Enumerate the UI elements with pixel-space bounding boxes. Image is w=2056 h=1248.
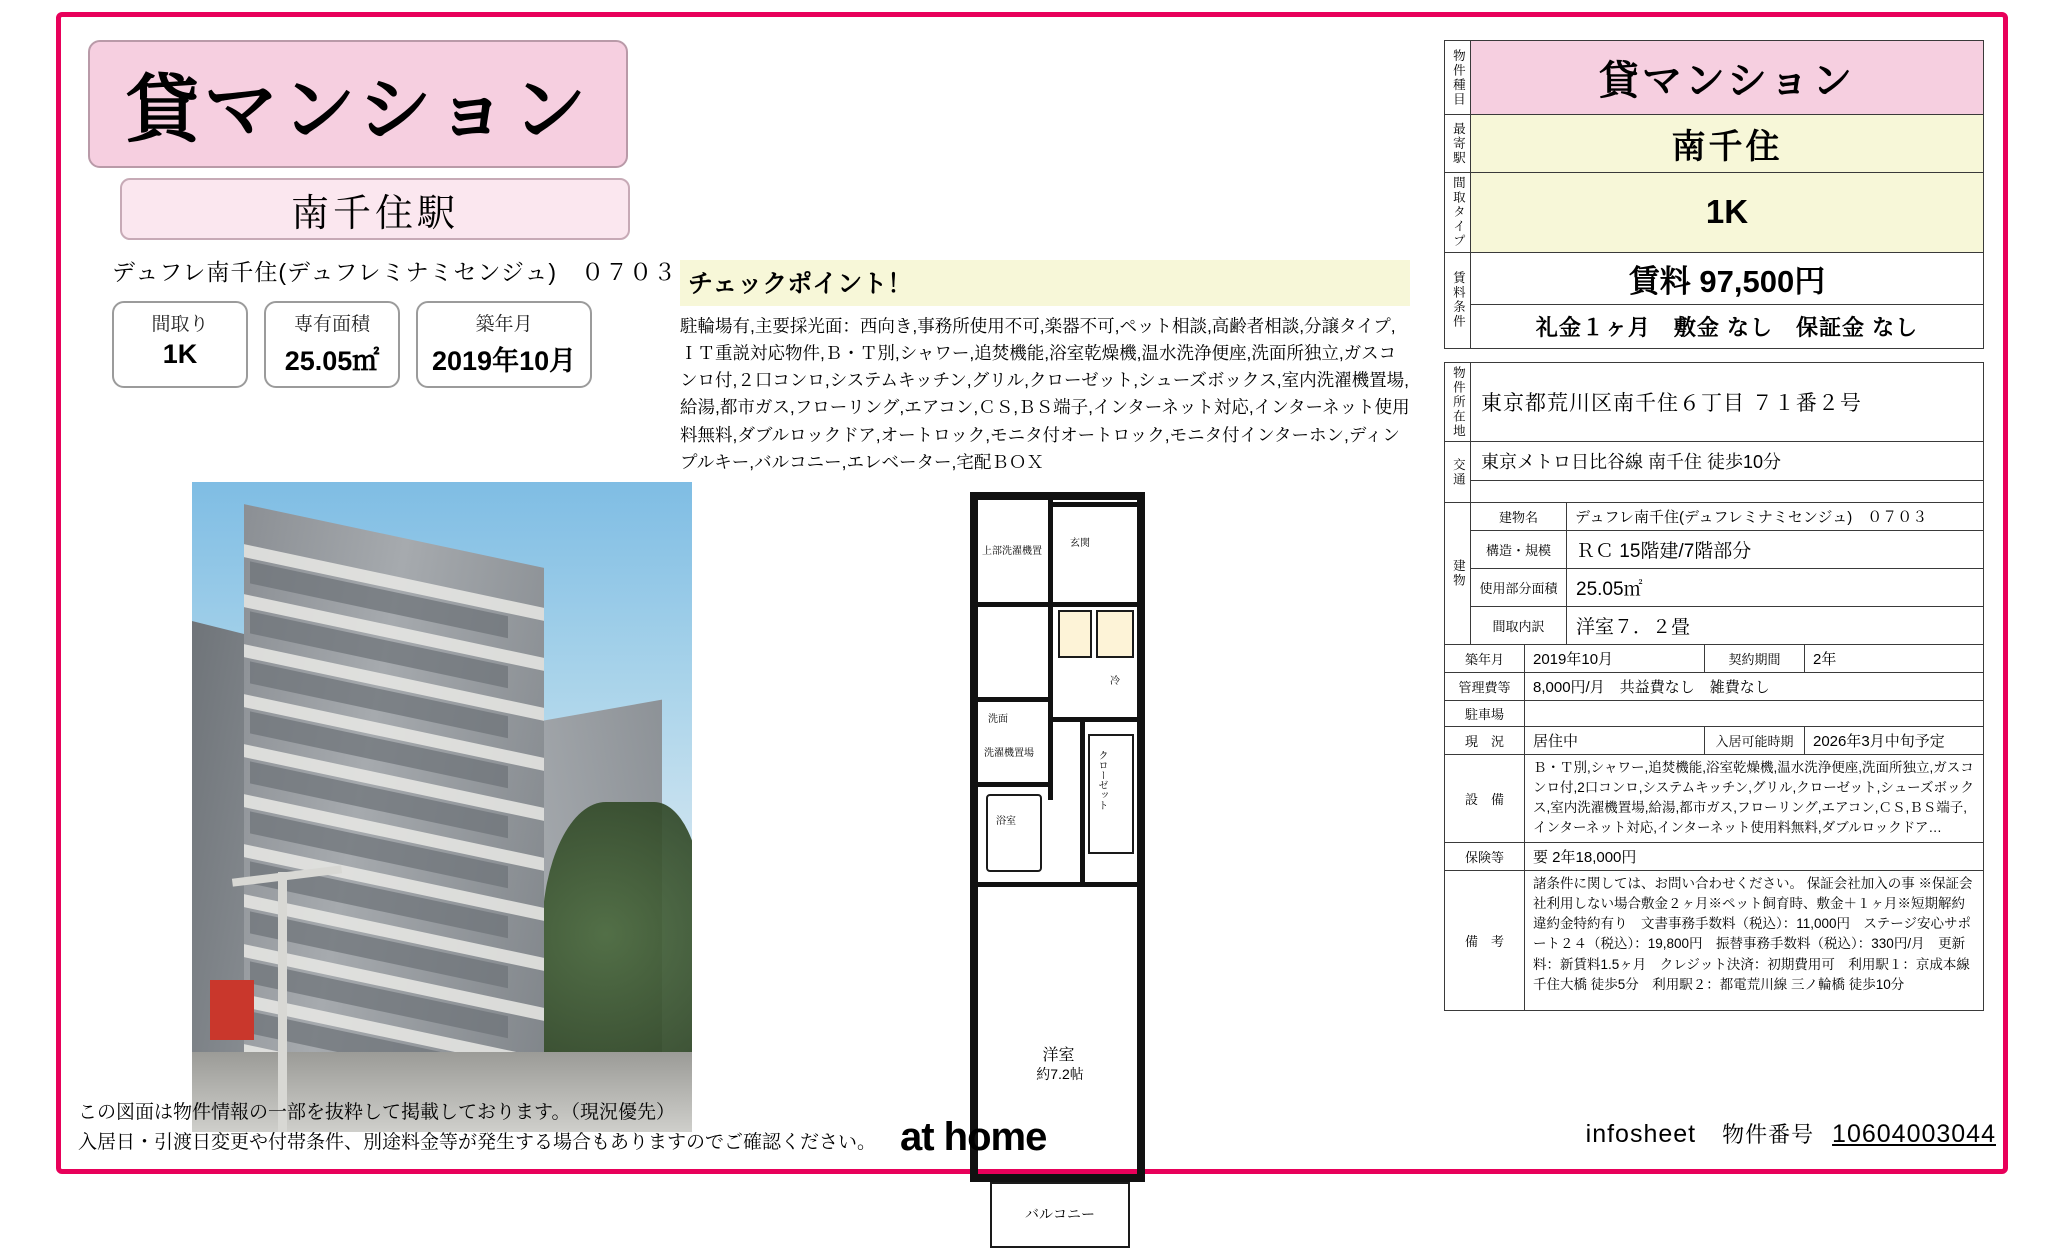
details-table-2 xyxy=(1444,644,1984,1011)
street-sign xyxy=(210,980,254,1040)
row-label-property-type: 物件種目 xyxy=(1445,41,1471,115)
spec-value: 2019年10月 xyxy=(432,346,577,376)
property-no-value: 10604003044 xyxy=(1832,1120,1996,1148)
station-badge xyxy=(120,178,630,240)
summary-layout-type: 1K xyxy=(1471,173,1984,253)
table-row xyxy=(1445,41,1984,115)
building-layout-value: 洋室７．２畳 xyxy=(1567,607,1984,645)
spec-label: 間取り xyxy=(151,314,209,335)
spec-value: 25.05㎡ xyxy=(284,346,380,376)
spec-box-built xyxy=(416,301,592,388)
detail-contract-period: 2年 xyxy=(1805,644,1984,672)
table-row xyxy=(1445,700,1984,726)
summary-conditions: 礼金１ヶ月 敷金 なし 保証金 なし xyxy=(1471,304,1984,348)
detail-parking xyxy=(1525,700,1984,726)
detail-year-built: 2019年10月 xyxy=(1525,644,1705,672)
summary-rent: 賃料 97,500円 xyxy=(1471,252,1984,304)
detail-management-fee: 8,000円/月 共益費なし 雑費なし xyxy=(1525,672,1984,700)
floorplan-room-size: 約7.2帖 xyxy=(1036,1066,1084,1082)
checkpoint-section xyxy=(680,260,1410,476)
row-label-building: 建物 xyxy=(1445,503,1471,645)
property-photo xyxy=(192,482,692,1132)
table-row xyxy=(1445,362,1984,442)
building-field-label: 間取内訳 xyxy=(1471,607,1567,645)
spec-box-area xyxy=(264,301,400,388)
building-field-label: 構造・規模 xyxy=(1471,531,1567,569)
utility-pole xyxy=(278,872,287,1132)
row-label-year-built: 築年月 xyxy=(1445,644,1525,672)
summary-property-type: 貸マンション xyxy=(1471,41,1984,115)
detail-equipment: Ｂ・Ｔ別,シャワー,追焚機能,浴室乾燥機,温水洗浄便座,洗面所独立,ガスコンロ付,2口コンロ,システムキッチン,グリル,クローゼット,シューズボックス,室内洗濯機置場,給湯,都市ガス,フローリング,エアコン,ＣＳ,ＢＳ端子,インターネット対応,インターネット使用料無料,ダブルロックドア… xyxy=(1525,754,1984,842)
table-row xyxy=(1445,442,1984,481)
table-row xyxy=(1445,252,1984,304)
summary-station: 南千住 xyxy=(1471,115,1984,173)
checkpoint-title: チェックポイント！ xyxy=(680,260,1410,306)
summary-table xyxy=(1444,40,1984,349)
right-column xyxy=(1444,40,1984,1011)
detail-insurance: 要 2年18,000円 xyxy=(1525,842,1984,870)
athome-logo-text: at home xyxy=(900,1115,1047,1159)
building-field-label: 建物名 xyxy=(1471,503,1567,531)
building-name-value: デュフレ南千住(デュフレミナミセンジュ) ０７０３ xyxy=(1567,503,1984,531)
checkpoint-body: 駐輪場有,主要採光面：西向き,事務所使用不可,楽器不可,ペット相談,高齢者相談,分譲タイプ,ＩＴ重説対応物件,Ｂ・Ｔ別,シャワー,追焚機能,浴室乾燥機,温水洗浄便座,洗面所独立,ガスコンロ付,２口コンロ,システムキッチン,グリル,クローゼット,シューズボックス,室内洗濯機置場,給湯,都市ガス,フローリング,エアコン,ＣＳ,ＢＳ端子,インターネット対応,インターネット使用料無料,ダブルロックドア,オートロック,モニタ付オートロック,モニタ付インターホン,ディンプルキー,バルコニー,エレベーター,宅配ＢＯＸ xyxy=(680,316,1410,472)
detail-access: 東京メトロ日比谷線 南千住 徒歩10分 xyxy=(1471,442,1984,481)
detail-status: 居住中 xyxy=(1525,726,1705,754)
footer-note-line1: この図面は物件情報の一部を抜粋して掲載しております。（現況優先） xyxy=(78,1102,675,1123)
table-row xyxy=(1445,569,1984,607)
floorplan-label-fridge: 冷 xyxy=(1110,676,1120,687)
station-name: 南千住駅 xyxy=(290,192,459,235)
row-label-parking: 駐車場 xyxy=(1445,700,1525,726)
table-row xyxy=(1445,726,1984,754)
property-type-badge xyxy=(88,40,628,168)
table-row xyxy=(1445,173,1984,253)
floorplan-room-label: 洋室 xyxy=(1042,1047,1075,1064)
floorplan-label-washer-space: 洗濯機置場 xyxy=(984,748,1034,759)
table-row xyxy=(1445,842,1984,870)
floorplan-label-washer-upper: 上部洗濯機置 xyxy=(982,546,1042,557)
table-row xyxy=(1445,531,1984,569)
table-row xyxy=(1445,672,1984,700)
building-area-value: 25.05㎡ xyxy=(1567,569,1984,607)
building-field-label: 使用部分面積 xyxy=(1471,569,1567,607)
building-main xyxy=(244,504,544,1132)
row-label-status: 現 況 xyxy=(1445,726,1525,754)
row-label-layout-type: 間取タイプ xyxy=(1445,173,1471,253)
property-no-label: 物件番号 xyxy=(1722,1122,1815,1147)
table-row xyxy=(1445,644,1984,672)
table-row xyxy=(1445,503,1984,531)
row-label-address: 物件所在地 xyxy=(1445,362,1471,442)
property-type-title: 貸マンション xyxy=(125,68,591,151)
row-label-access: 交通 xyxy=(1445,442,1471,503)
spec-box-layout xyxy=(112,301,248,388)
detail-movein: 2026年3月中旬予定 xyxy=(1805,726,1984,754)
floorplan-label-bath: 浴室 xyxy=(996,816,1016,827)
floorplan-label-entrance: 玄関 xyxy=(1070,538,1090,549)
spec-label: 築年月 xyxy=(475,314,533,335)
table-row xyxy=(1445,304,1984,348)
row-label-station: 最寄駅 xyxy=(1445,115,1471,173)
row-label-movein: 入居可能時期 xyxy=(1705,726,1805,754)
table-row xyxy=(1445,481,1984,503)
table-row xyxy=(1445,115,1984,173)
building-name: デュフレ南千住(デュフレミナミセンジュ) ０７０３ xyxy=(112,259,678,285)
spec-value: 1K xyxy=(162,339,198,369)
row-label-management-fee: 管理費等 xyxy=(1445,672,1525,700)
athome-logo xyxy=(900,1115,1046,1160)
infosheet-label: infosheet xyxy=(1585,1120,1697,1148)
row-label-remarks: 備 考 xyxy=(1445,870,1525,1010)
footer-note-line2: 入居日・引渡日変更や付帯条件、別途料金等が発生する場合もありますのでご確認ください。 xyxy=(78,1132,877,1154)
table-row xyxy=(1445,754,1984,842)
floorplan-balcony-label: バルコニー xyxy=(1025,1206,1095,1222)
detail-access-blank xyxy=(1471,481,1984,503)
detail-address: 東京都荒川区南千住６丁目 ７１番２号 xyxy=(1471,362,1984,442)
row-label-equipment: 設 備 xyxy=(1445,754,1525,842)
table-row xyxy=(1445,870,1984,1010)
row-label-insurance: 保険等 xyxy=(1445,842,1525,870)
infosheet-block xyxy=(1586,1118,1996,1149)
row-label-rent-conditions: 賃料条件 xyxy=(1445,252,1471,348)
row-label-contract-period: 契約期間 xyxy=(1705,644,1805,672)
spec-label: 専有面積 xyxy=(293,314,370,335)
floorplan-label-vanity: 洗面 xyxy=(988,714,1008,725)
detail-remarks: 諸条件に関しては、お問い合わせください。 保証会社加入の事 ※保証会社利用しない場合敷金２ヶ月※ペット飼育時、敷金＋１ヶ月※短期解約違約金特約有り 文書事務手数料（税込）：11,000円 ステージ安心サポート２４（税込）：19,800円 振替事務手数料（税込）：330円/月 更新料：新賃料1.5ヶ月 クレジット決済：初期費用可 利用駅１：京成本線 千住大橋 徒歩5分 利用駅２：都電荒川線 三ノ輪橋 徒歩10分 xyxy=(1525,870,1984,1010)
floorplan-label-closet: クローゼット xyxy=(1096,750,1107,810)
building-structure-value: ＲＣ 15階建/7階部分 xyxy=(1567,531,1984,569)
details-table xyxy=(1444,362,1984,646)
table-row xyxy=(1445,607,1984,645)
